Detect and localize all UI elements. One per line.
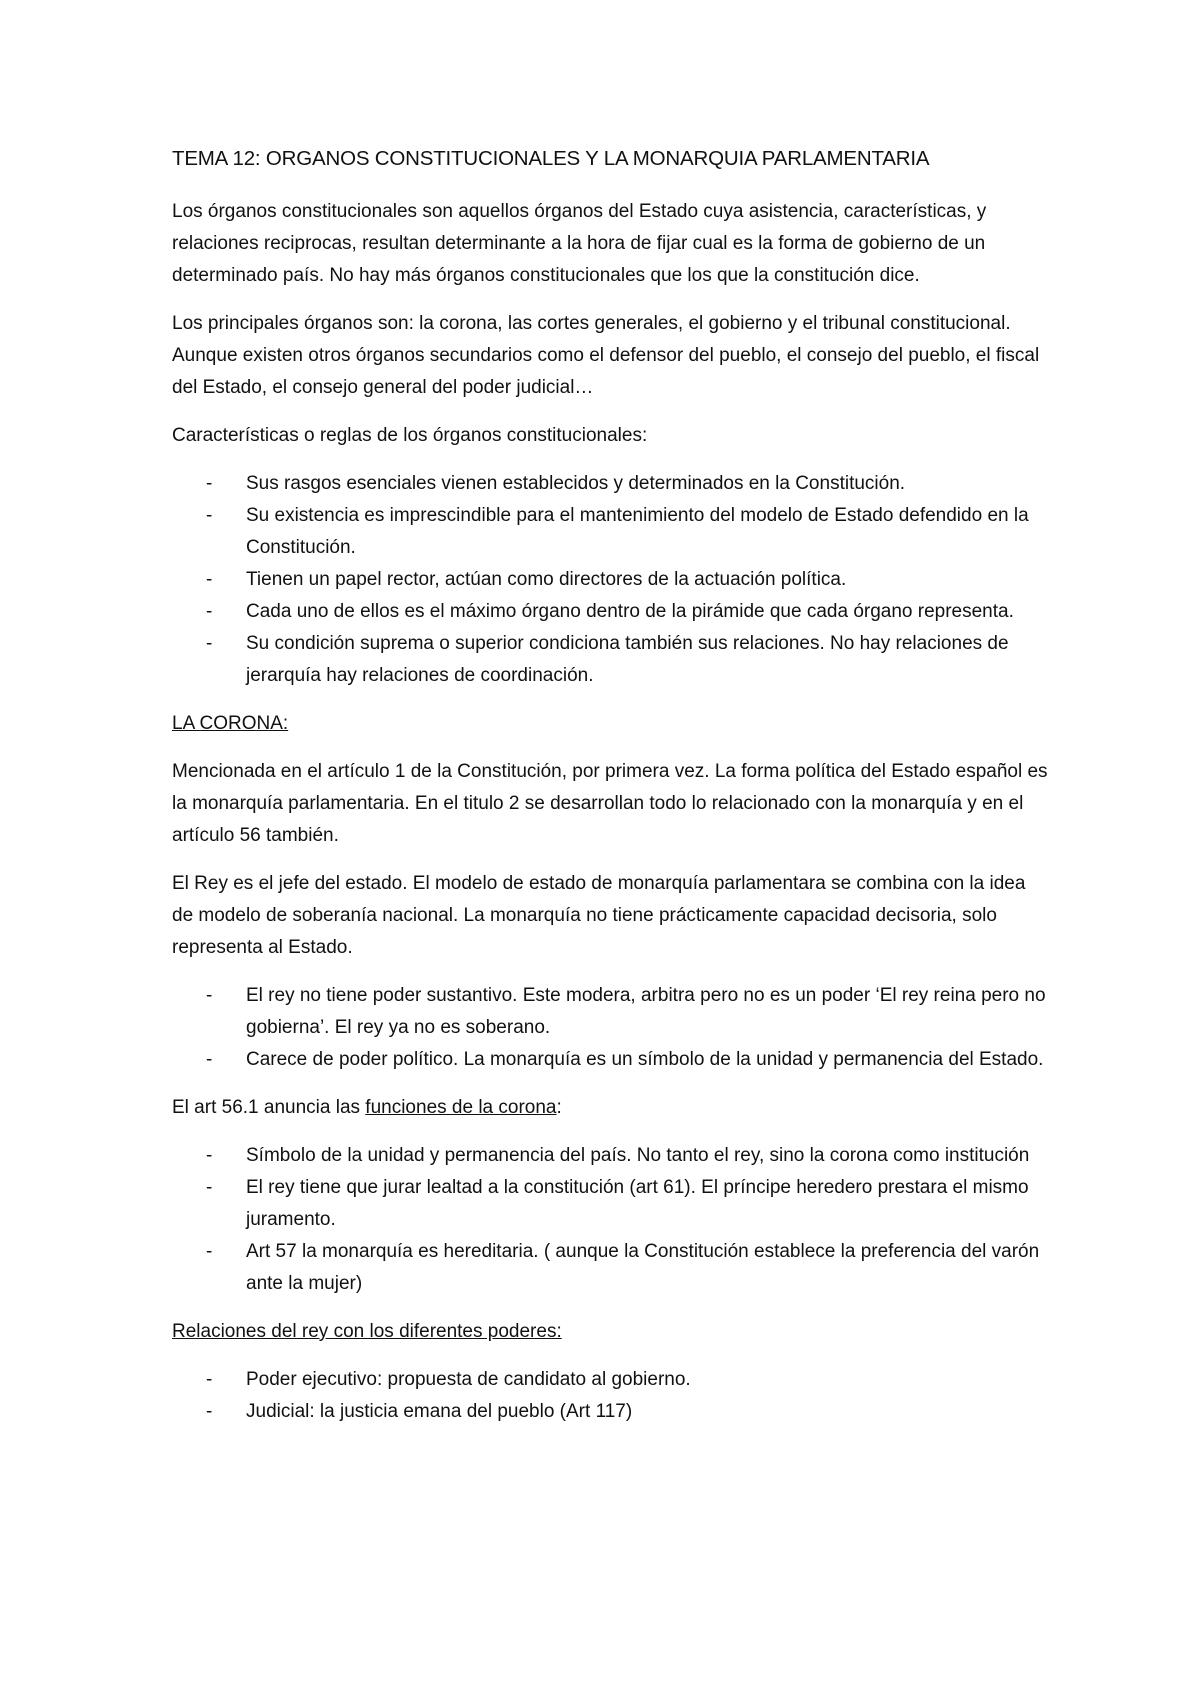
list-item: - Art 57 la monarquía es hereditaria. ( aunque la Constitución establece la preferencia del varón ante la mujer) bbox=[172, 1236, 1050, 1300]
characteristics-intro: Características o reglas de los órganos constitucionales: bbox=[172, 425, 648, 446]
list-item: - Poder ejecutivo: propuesta de candidato al gobierno. bbox=[172, 1364, 1050, 1396]
list-item: - Cada uno de ellos es el máximo órgano dentro de la pirámide que cada órgano representa. bbox=[172, 596, 1050, 628]
corona-paragraph-2: El Rey es el jefe del estado. El modelo de estado de monarquía parlamentara se combina con la idea de modelo de soberanía nacional. La monarquía no tiene prácticamente capacidad decisoria, solo representa al Estado. bbox=[172, 873, 1026, 958]
relaciones-list bbox=[172, 1364, 1050, 1428]
funciones-underlined-text: funciones de la corona bbox=[365, 1097, 557, 1118]
funciones-intro-colon: : bbox=[556, 1097, 562, 1118]
list-item: - Sus rasgos esenciales vienen establecidos y determinados en la Constitución. bbox=[172, 468, 1050, 500]
funciones-intro bbox=[172, 1092, 1050, 1124]
list-item: - Su condición suprema o superior condiciona también sus relaciones. No hay relaciones de jerarquía hay relaciones de coordinación. bbox=[172, 628, 1050, 692]
corona-points-list bbox=[172, 980, 1050, 1076]
section-heading-corona: LA CORONA: bbox=[172, 713, 289, 734]
section-heading-relaciones: Relaciones del rey con los diferentes poderes: bbox=[172, 1321, 562, 1342]
funciones-intro-text: El art 56.1 anuncia las bbox=[172, 1097, 366, 1118]
list-item: - Tienen un papel rector, actúan como directores de la actuación política. bbox=[172, 564, 1050, 596]
list-item: - Símbolo de la unidad y permanencia del país. No tanto el rey, sino la corona como institución bbox=[172, 1140, 1050, 1172]
list-item: - Judicial: la justicia emana del pueblo (Art 117) bbox=[172, 1396, 1050, 1428]
intro-paragraph-2: Los principales órganos son: la corona, las cortes generales, el gobierno y el tribunal constitucional. Aunque existen otros órganos secundarios como el defensor del pueblo, el consejo del pueblo, el fiscal del Estado, el consejo general del poder judicial… bbox=[172, 313, 1040, 398]
funciones-list bbox=[172, 1140, 1050, 1300]
list-item: - El rey tiene que jurar lealtad a la constitución (art 61). El príncipe heredero prestara el mismo juramento. bbox=[172, 1172, 1050, 1236]
intro-paragraph-1: Los órganos constitucionales son aquellos órganos del Estado cuya asistencia, características, y relaciones reciprocas, resultan determinante a la hora de fijar cual es la forma de gobierno de un determinado país. No hay más órganos constitucionales que los que la constitución dice. bbox=[172, 201, 987, 286]
list-item: - Su existencia es imprescindible para el mantenimiento del modelo de Estado defendido en la Constitución. bbox=[172, 500, 1050, 564]
list-item: - Carece de poder político. La monarquía es un símbolo de la unidad y permanencia del Estado. bbox=[172, 1044, 1050, 1076]
corona-paragraph-1: Mencionada en el artículo 1 de la Constitución, por primera vez. La forma política del Estado español es la monarquía parlamentaria. En el titulo 2 se desarrollan todo lo relacionado con la monarquía y en el artículo 56 también. bbox=[172, 761, 1048, 846]
document-title: TEMA 12: ORGANOS CONSTITUCIONALES Y LA MONARQUIA PARLAMENTARIA bbox=[172, 147, 930, 170]
list-item: - El rey no tiene poder sustantivo. Este modera, arbitra pero no es un poder ‘El rey reina pero no gobierna’. El rey ya no es soberano. bbox=[172, 980, 1050, 1044]
characteristics-list bbox=[172, 468, 1050, 692]
